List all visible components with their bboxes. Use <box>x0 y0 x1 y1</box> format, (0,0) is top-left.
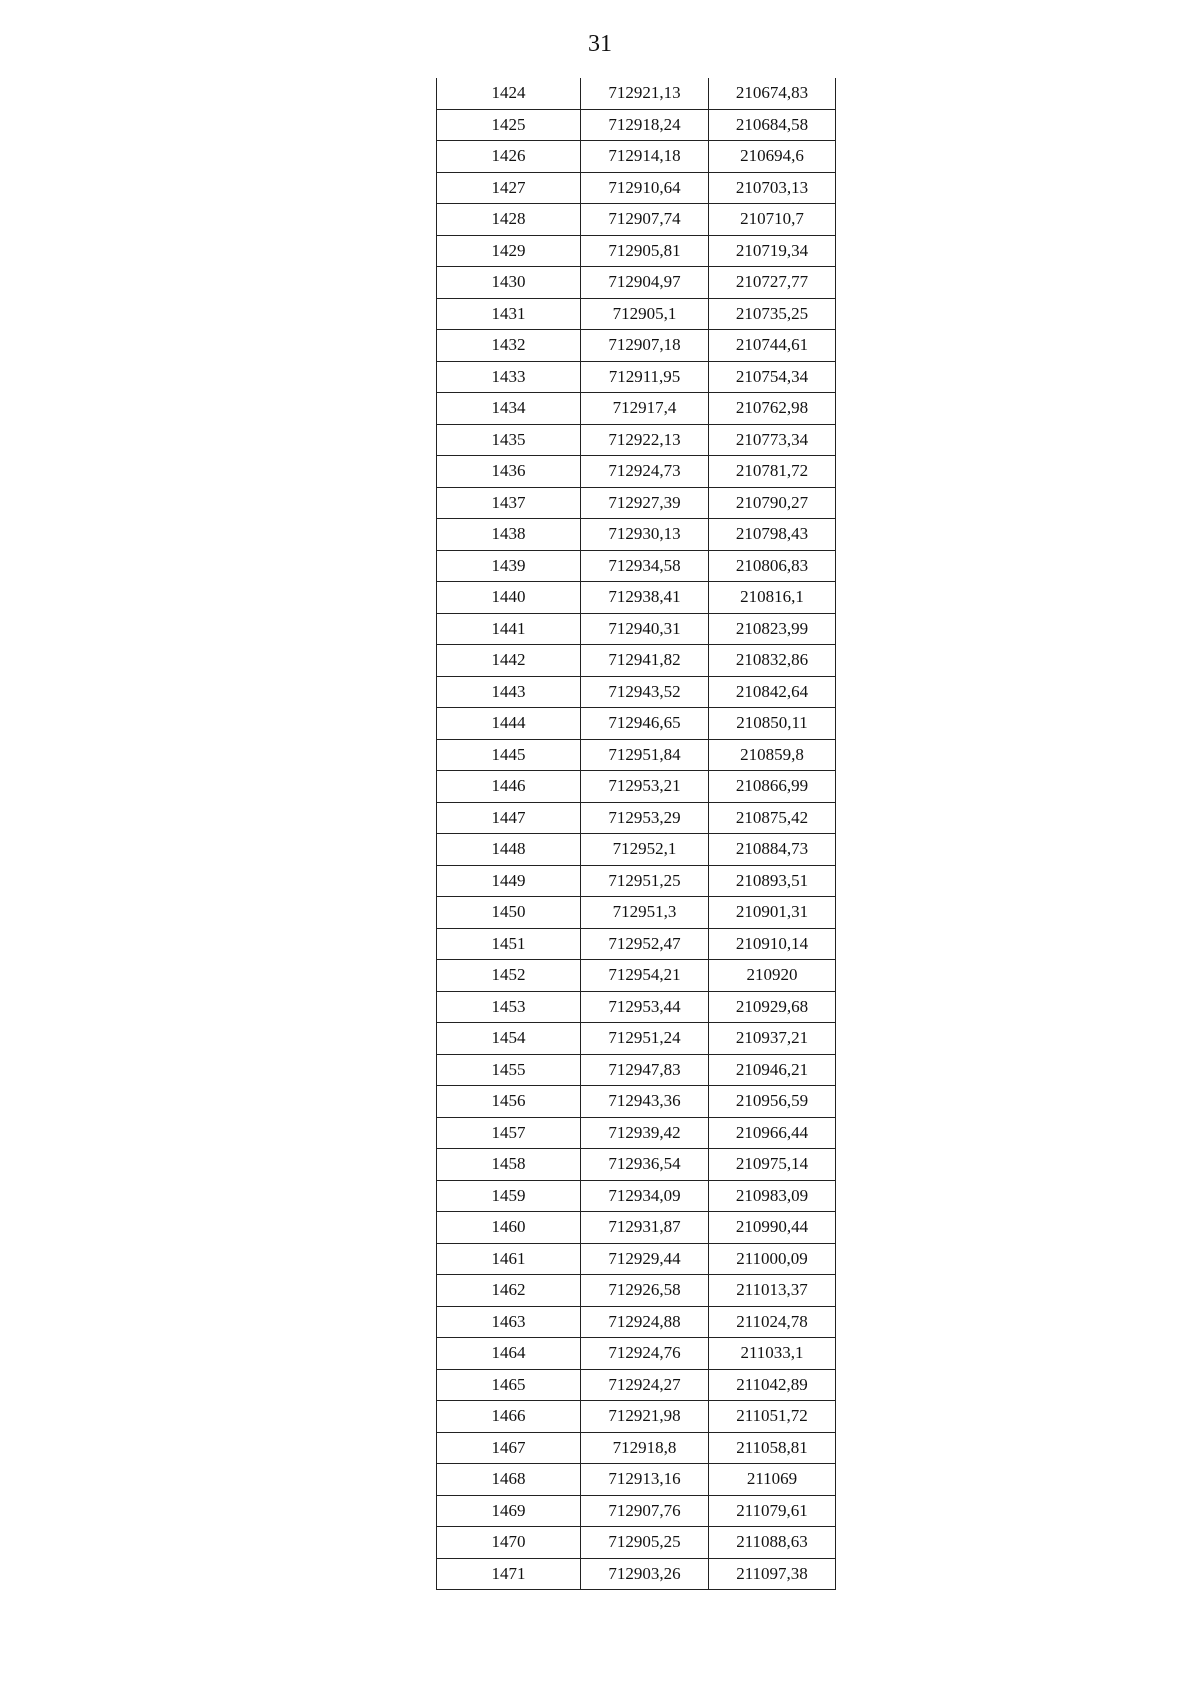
table-row <box>437 141 836 173</box>
x-coordinate-cell: 712907,18 <box>581 330 709 362</box>
table-row <box>437 1369 836 1401</box>
table-row <box>437 1495 836 1527</box>
y-coordinate-cell: 210842,64 <box>709 676 836 708</box>
table-row <box>437 456 836 488</box>
table-row <box>437 1117 836 1149</box>
y-coordinate-cell: 210875,42 <box>709 802 836 834</box>
y-coordinate-cell: 210956,59 <box>709 1086 836 1118</box>
x-coordinate-cell: 712905,81 <box>581 235 709 267</box>
point-number-cell: 1462 <box>437 1275 581 1307</box>
y-coordinate-cell: 210806,83 <box>709 550 836 582</box>
x-coordinate-cell: 712904,97 <box>581 267 709 299</box>
y-coordinate-cell: 210910,14 <box>709 928 836 960</box>
table-row <box>437 1338 836 1370</box>
table-row <box>437 424 836 456</box>
x-coordinate-cell: 712907,74 <box>581 204 709 236</box>
table-row <box>437 1243 836 1275</box>
point-number-cell: 1440 <box>437 582 581 614</box>
x-coordinate-cell: 712951,84 <box>581 739 709 771</box>
page-number: 31 <box>588 31 612 57</box>
table-row <box>437 1275 836 1307</box>
x-coordinate-cell: 712951,3 <box>581 897 709 929</box>
y-coordinate-cell: 210966,44 <box>709 1117 836 1149</box>
table-row <box>437 78 836 109</box>
table-row <box>437 109 836 141</box>
table-row <box>437 330 836 362</box>
x-coordinate-cell: 712917,4 <box>581 393 709 425</box>
point-number-cell: 1466 <box>437 1401 581 1433</box>
x-coordinate-cell: 712943,52 <box>581 676 709 708</box>
table-row <box>437 991 836 1023</box>
table-row <box>437 519 836 551</box>
x-coordinate-cell: 712953,29 <box>581 802 709 834</box>
x-coordinate-cell: 712931,87 <box>581 1212 709 1244</box>
table-row <box>437 1401 836 1433</box>
table-row <box>437 1527 836 1559</box>
y-coordinate-cell: 210674,83 <box>709 78 836 109</box>
table-row <box>437 267 836 299</box>
y-coordinate-cell: 210929,68 <box>709 991 836 1023</box>
y-coordinate-cell: 211079,61 <box>709 1495 836 1527</box>
x-coordinate-cell: 712921,98 <box>581 1401 709 1433</box>
y-coordinate-cell: 210781,72 <box>709 456 836 488</box>
x-coordinate-cell: 712924,27 <box>581 1369 709 1401</box>
coordinates-table <box>436 78 836 1590</box>
table-row <box>437 960 836 992</box>
y-coordinate-cell: 210703,13 <box>709 172 836 204</box>
y-coordinate-cell: 211013,37 <box>709 1275 836 1307</box>
point-number-cell: 1444 <box>437 708 581 740</box>
x-coordinate-cell: 712952,1 <box>581 834 709 866</box>
point-number-cell: 1439 <box>437 550 581 582</box>
point-number-cell: 1445 <box>437 739 581 771</box>
y-coordinate-cell: 210850,11 <box>709 708 836 740</box>
table-row <box>437 582 836 614</box>
x-coordinate-cell: 712938,41 <box>581 582 709 614</box>
table-row <box>437 235 836 267</box>
point-number-cell: 1436 <box>437 456 581 488</box>
x-coordinate-cell: 712952,47 <box>581 928 709 960</box>
table-row <box>437 771 836 803</box>
point-number-cell: 1458 <box>437 1149 581 1181</box>
y-coordinate-cell: 210719,34 <box>709 235 836 267</box>
y-coordinate-cell: 211000,09 <box>709 1243 836 1275</box>
y-coordinate-cell: 210798,43 <box>709 519 836 551</box>
table-row <box>437 1023 836 1055</box>
y-coordinate-cell: 210735,25 <box>709 298 836 330</box>
table-row <box>437 1149 836 1181</box>
point-number-cell: 1470 <box>437 1527 581 1559</box>
y-coordinate-cell: 210816,1 <box>709 582 836 614</box>
x-coordinate-cell: 712934,58 <box>581 550 709 582</box>
table-row <box>437 928 836 960</box>
point-number-cell: 1460 <box>437 1212 581 1244</box>
point-number-cell: 1471 <box>437 1558 581 1590</box>
y-coordinate-cell: 210754,34 <box>709 361 836 393</box>
point-number-cell: 1464 <box>437 1338 581 1370</box>
x-coordinate-cell: 712936,54 <box>581 1149 709 1181</box>
table-row <box>437 487 836 519</box>
y-coordinate-cell: 210990,44 <box>709 1212 836 1244</box>
table-row <box>437 1558 836 1590</box>
x-coordinate-cell: 712922,13 <box>581 424 709 456</box>
point-number-cell: 1463 <box>437 1306 581 1338</box>
y-coordinate-cell: 210727,77 <box>709 267 836 299</box>
point-number-cell: 1456 <box>437 1086 581 1118</box>
x-coordinate-cell: 712946,65 <box>581 708 709 740</box>
y-coordinate-cell: 210832,86 <box>709 645 836 677</box>
table-row <box>437 676 836 708</box>
y-coordinate-cell: 211033,1 <box>709 1338 836 1370</box>
point-number-cell: 1459 <box>437 1180 581 1212</box>
y-coordinate-cell: 211042,89 <box>709 1369 836 1401</box>
table-row <box>437 834 836 866</box>
y-coordinate-cell: 210866,99 <box>709 771 836 803</box>
point-number-cell: 1442 <box>437 645 581 677</box>
y-coordinate-cell: 210744,61 <box>709 330 836 362</box>
x-coordinate-cell: 712926,58 <box>581 1275 709 1307</box>
point-number-cell: 1461 <box>437 1243 581 1275</box>
x-coordinate-cell: 712953,21 <box>581 771 709 803</box>
table-row <box>437 393 836 425</box>
y-coordinate-cell: 210946,21 <box>709 1054 836 1086</box>
point-number-cell: 1457 <box>437 1117 581 1149</box>
point-number-cell: 1452 <box>437 960 581 992</box>
point-number-cell: 1441 <box>437 613 581 645</box>
point-number-cell: 1449 <box>437 865 581 897</box>
y-coordinate-cell: 210937,21 <box>709 1023 836 1055</box>
y-coordinate-cell: 210983,09 <box>709 1180 836 1212</box>
y-coordinate-cell: 210773,34 <box>709 424 836 456</box>
y-coordinate-cell: 211069 <box>709 1464 836 1496</box>
x-coordinate-cell: 712918,8 <box>581 1432 709 1464</box>
point-number-cell: 1467 <box>437 1432 581 1464</box>
y-coordinate-cell: 210884,73 <box>709 834 836 866</box>
y-coordinate-cell: 210920 <box>709 960 836 992</box>
x-coordinate-cell: 712907,76 <box>581 1495 709 1527</box>
point-number-cell: 1434 <box>437 393 581 425</box>
point-number-cell: 1451 <box>437 928 581 960</box>
table-row <box>437 645 836 677</box>
table-row <box>437 550 836 582</box>
x-coordinate-cell: 712939,42 <box>581 1117 709 1149</box>
y-coordinate-cell: 210790,27 <box>709 487 836 519</box>
x-coordinate-cell: 712951,24 <box>581 1023 709 1055</box>
point-number-cell: 1443 <box>437 676 581 708</box>
x-coordinate-cell: 712905,25 <box>581 1527 709 1559</box>
table-row <box>437 1180 836 1212</box>
table-row <box>437 708 836 740</box>
table-row <box>437 897 836 929</box>
point-number-cell: 1425 <box>437 109 581 141</box>
point-number-cell: 1447 <box>437 802 581 834</box>
table-row <box>437 204 836 236</box>
x-coordinate-cell: 712947,83 <box>581 1054 709 1086</box>
x-coordinate-cell: 712910,64 <box>581 172 709 204</box>
table-row <box>437 1054 836 1086</box>
x-coordinate-cell: 712911,95 <box>581 361 709 393</box>
point-number-cell: 1455 <box>437 1054 581 1086</box>
y-coordinate-cell: 210859,8 <box>709 739 836 771</box>
x-coordinate-cell: 712918,24 <box>581 109 709 141</box>
x-coordinate-cell: 712905,1 <box>581 298 709 330</box>
x-coordinate-cell: 712940,31 <box>581 613 709 645</box>
x-coordinate-cell: 712954,21 <box>581 960 709 992</box>
y-coordinate-cell: 210694,6 <box>709 141 836 173</box>
table-row <box>437 1212 836 1244</box>
y-coordinate-cell: 210710,7 <box>709 204 836 236</box>
table-row <box>437 1464 836 1496</box>
point-number-cell: 1431 <box>437 298 581 330</box>
x-coordinate-cell: 712924,76 <box>581 1338 709 1370</box>
table-row <box>437 1432 836 1464</box>
coordinates-table-body <box>437 78 836 1590</box>
y-coordinate-cell: 210823,99 <box>709 613 836 645</box>
x-coordinate-cell: 712924,73 <box>581 456 709 488</box>
point-number-cell: 1426 <box>437 141 581 173</box>
x-coordinate-cell: 712924,88 <box>581 1306 709 1338</box>
point-number-cell: 1429 <box>437 235 581 267</box>
table-row <box>437 802 836 834</box>
table-row <box>437 361 836 393</box>
x-coordinate-cell: 712943,36 <box>581 1086 709 1118</box>
x-coordinate-cell: 712914,18 <box>581 141 709 173</box>
point-number-cell: 1427 <box>437 172 581 204</box>
coordinates-table-container <box>436 78 832 1590</box>
table-row <box>437 613 836 645</box>
y-coordinate-cell: 210684,58 <box>709 109 836 141</box>
y-coordinate-cell: 211058,81 <box>709 1432 836 1464</box>
x-coordinate-cell: 712913,16 <box>581 1464 709 1496</box>
point-number-cell: 1437 <box>437 487 581 519</box>
y-coordinate-cell: 210901,31 <box>709 897 836 929</box>
point-number-cell: 1450 <box>437 897 581 929</box>
point-number-cell: 1465 <box>437 1369 581 1401</box>
y-coordinate-cell: 210975,14 <box>709 1149 836 1181</box>
x-coordinate-cell: 712951,25 <box>581 865 709 897</box>
point-number-cell: 1448 <box>437 834 581 866</box>
y-coordinate-cell: 210893,51 <box>709 865 836 897</box>
table-row <box>437 298 836 330</box>
point-number-cell: 1453 <box>437 991 581 1023</box>
y-coordinate-cell: 211024,78 <box>709 1306 836 1338</box>
point-number-cell: 1438 <box>437 519 581 551</box>
x-coordinate-cell: 712930,13 <box>581 519 709 551</box>
x-coordinate-cell: 712941,82 <box>581 645 709 677</box>
point-number-cell: 1454 <box>437 1023 581 1055</box>
point-number-cell: 1430 <box>437 267 581 299</box>
point-number-cell: 1424 <box>437 78 581 109</box>
table-row <box>437 172 836 204</box>
y-coordinate-cell: 211088,63 <box>709 1527 836 1559</box>
point-number-cell: 1446 <box>437 771 581 803</box>
y-coordinate-cell: 210762,98 <box>709 393 836 425</box>
x-coordinate-cell: 712927,39 <box>581 487 709 519</box>
table-row <box>437 739 836 771</box>
table-row <box>437 865 836 897</box>
point-number-cell: 1435 <box>437 424 581 456</box>
y-coordinate-cell: 211051,72 <box>709 1401 836 1433</box>
point-number-cell: 1468 <box>437 1464 581 1496</box>
x-coordinate-cell: 712903,26 <box>581 1558 709 1590</box>
point-number-cell: 1469 <box>437 1495 581 1527</box>
x-coordinate-cell: 712934,09 <box>581 1180 709 1212</box>
point-number-cell: 1432 <box>437 330 581 362</box>
x-coordinate-cell: 712921,13 <box>581 78 709 109</box>
x-coordinate-cell: 712953,44 <box>581 991 709 1023</box>
table-row <box>437 1306 836 1338</box>
point-number-cell: 1433 <box>437 361 581 393</box>
y-coordinate-cell: 211097,38 <box>709 1558 836 1590</box>
point-number-cell: 1428 <box>437 204 581 236</box>
x-coordinate-cell: 712929,44 <box>581 1243 709 1275</box>
table-row <box>437 1086 836 1118</box>
